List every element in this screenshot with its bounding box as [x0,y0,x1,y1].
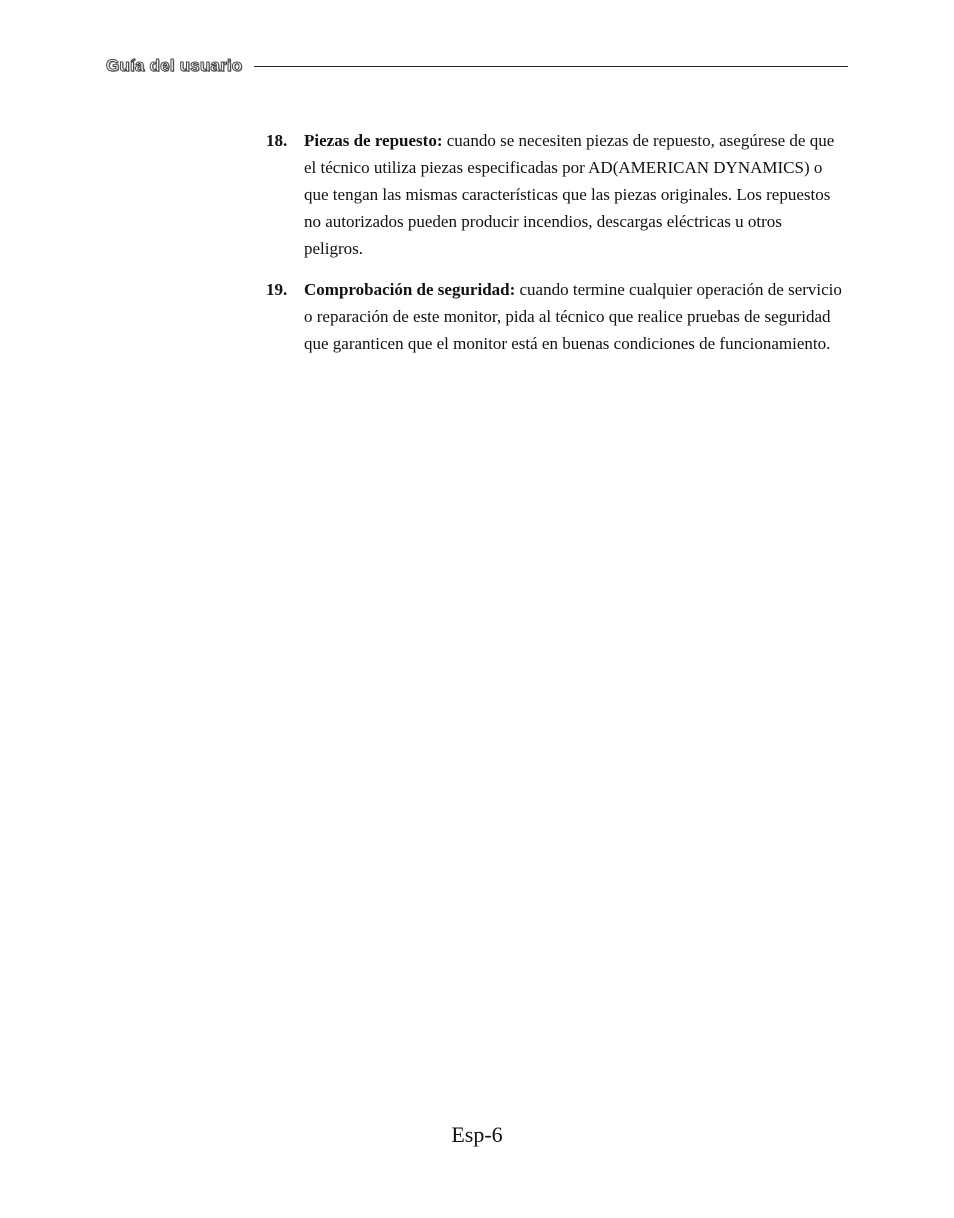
page-header [106,54,848,78]
item-body: cuando termine cualquier operación de servicio o reparación de este monitor, pida al técnico que realice pruebas de seguridad que garanticen que el monitor está en buenas condiciones de funcionamiento. [304,280,842,353]
safety-instructions-list [266,127,842,371]
item-number: 19. [266,280,288,299]
list-item-19 [266,276,842,357]
header-title: Guía del usuario [106,56,243,75]
item-number: 18. [266,131,288,150]
item-title: Comprobación de seguridad: [304,280,520,299]
item-title: Piezas de repuesto: [304,131,447,150]
item-body: cuando se necesiten piezas de repuesto, asegúrese de que el técnico utiliza piezas especificadas por AD(AMERICAN DYNAMICS) o que tengan las mismas características que las piezas originales. Los repuestos no autorizados pueden producir incendios, descargas eléctricas u otros peligros. [304,131,835,258]
list-item-18 [266,127,842,262]
header-rule [254,66,848,67]
page-number: Esp-6 [451,1122,503,1147]
